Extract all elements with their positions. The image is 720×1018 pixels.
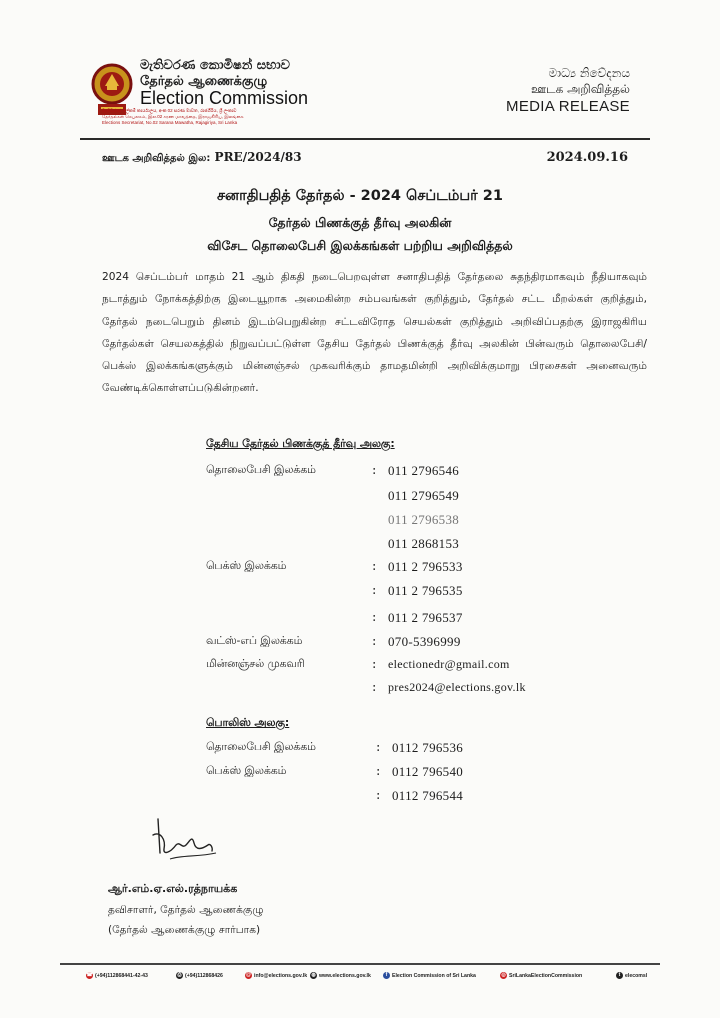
release-date: 2024.09.16 xyxy=(546,150,628,165)
police-fax-label: பெக்ஸ் இலக்கம் xyxy=(206,764,287,777)
phone-icon: ☎ xyxy=(86,972,93,978)
national-phone-3: 011 2796538 xyxy=(388,512,460,527)
footer-twitter[interactable] xyxy=(616,972,647,979)
colon: : xyxy=(372,583,377,598)
org-name-sinhala: මැතිවරණ කොමිෂන් සභාව xyxy=(140,58,290,73)
twitter-icon: t xyxy=(616,972,623,979)
title-notice: விசேட தொலைபேசி இலக்கங்கள் பற்றிய அறிவித்தல் xyxy=(207,238,513,253)
signatory-title: தவிசாளர், தேர்தல் ஆணைக்குழு xyxy=(108,904,264,916)
footer-web[interactable] xyxy=(310,972,371,979)
footer-facebook[interactable] xyxy=(383,972,476,979)
footer-fax-text: (+94)112868426 xyxy=(185,972,223,979)
national-unit-heading: தேசிய தேர்தல் பிணக்குத் தீர்வு அலகு: xyxy=(206,437,395,450)
colon: : xyxy=(376,788,381,803)
footer-divider xyxy=(60,963,660,965)
colon: : xyxy=(372,610,377,625)
email-1: electionedr@gmail.com xyxy=(388,657,510,671)
whatsapp-number: 070-5396999 xyxy=(388,634,461,649)
media-release-english: MEDIA RELEASE xyxy=(506,98,630,115)
header-divider xyxy=(80,138,650,140)
police-number-1: 0112 796536 xyxy=(392,740,464,755)
footer-email[interactable] xyxy=(245,972,307,979)
national-phone-label: தொலைபேசி இலக்கம் xyxy=(206,463,316,476)
national-phone-1: 011 2796546 xyxy=(388,463,460,478)
title-unit: தேர்தல் பிணக்குத் தீர்வு அலகின் xyxy=(268,215,452,230)
whatsapp-label: வட்ஸ்-எப் இலக்கம் xyxy=(206,634,303,647)
reference-label: ஊடக அறிவித்தல் இல: xyxy=(102,153,211,164)
national-fax-2: 011 2 796535 xyxy=(388,583,463,598)
police-number-2: 0112 796540 xyxy=(392,764,464,779)
reference-number: PRE/2024/83 xyxy=(214,150,302,164)
address-tamil: தேர்தல்கள் செயலகம், இல.02 சரண மாவத்தை, இராஜகிரிய, இலங்கை xyxy=(102,114,244,119)
national-phone-2: 011 2796549 xyxy=(388,488,460,503)
police-number-3: 0112 796544 xyxy=(392,788,464,803)
footer-email-text[interactable]: info@elections.gov.lk xyxy=(254,972,308,979)
colon: : xyxy=(372,680,377,695)
email-2: pres2024@elections.gov.lk xyxy=(388,680,526,694)
colon: : xyxy=(376,740,381,755)
colon: : xyxy=(372,559,377,574)
org-name-english: Election Commission xyxy=(140,88,309,108)
media-release-tamil: ஊடக அறிவித்தல் xyxy=(530,82,630,96)
national-fax-label: பெக்ஸ் இலக்கம் xyxy=(206,559,287,572)
address-sinhala: මැතිවරණ ලේකම් කාර්යාලය, අංක 02 සරණ මාවත, රාජගිරිය, ශ්‍රී ලංකාව xyxy=(102,108,237,113)
fax-icon: ⎙ xyxy=(177,972,182,978)
reference-line xyxy=(102,150,302,165)
national-fax-3: 011 2 796537 xyxy=(388,610,463,625)
media-release-sinhala: මාධ්‍ය නිවේදනය xyxy=(548,66,630,80)
police-phone-label: தொலைபேசி இலக்கம் xyxy=(206,740,316,753)
footer-instagram[interactable] xyxy=(500,972,582,979)
footer-facebook-text[interactable]: Election Commission of Sri Lanka xyxy=(392,972,476,979)
national-fax-1: 011 2 796533 xyxy=(388,559,463,574)
national-phone-4: 011 2868153 xyxy=(388,536,460,551)
handwritten-signature xyxy=(150,815,220,865)
footer-phone xyxy=(86,972,148,979)
facebook-icon: f xyxy=(383,972,390,979)
globe-icon: ◍ xyxy=(311,972,316,978)
colon: : xyxy=(372,657,377,672)
footer-twitter-text[interactable]: elecomsl xyxy=(625,972,648,979)
address-english: Elections Secretariat, No.02 Sarana Mawatha, Rajagiriya, Sri Lanka xyxy=(102,120,238,125)
signatory-on-behalf: (தேர்தல் ஆணைக்குழு சார்பாக) xyxy=(108,924,261,936)
signatory-name: ஆர்.எம்.ஏ.எல்.ரத்நாயக்க xyxy=(108,882,238,895)
colon: : xyxy=(376,764,381,779)
colon: : xyxy=(372,634,377,649)
footer-web-text[interactable]: www.elections.gov.lk xyxy=(319,972,371,979)
footer-phone-text: (+94)112868441-42-43 xyxy=(95,972,148,979)
title-election: சனாதிபதித் தேர்தல் - 2024 செப்டம்பர் 21 xyxy=(217,188,503,204)
footer-fax xyxy=(176,972,223,979)
police-unit-heading: பொலிஸ் அலகு: xyxy=(206,716,290,729)
org-name-tamil: தேர்தல் ஆணைக்குழு xyxy=(140,74,268,89)
instagram-icon: ◎ xyxy=(501,972,506,978)
body-paragraph: 2024 செப்டம்பர் மாதம் 21 ஆம் திகதி நடைபெறவுள்ள சனாதிபதித் தேர்தலை சுதந்திரமாகவும் நீதியாகவும் நடாத்தும் நோக்கத்திற்கு இடையூறாக அமைகின்ற சம்பவங்கள் குறித்தும், தேர்தல் சட்ட மீறல்கள் குறித்தும், தேர்தல் நடைபெறும் தினம் இடம்பெறுகின்ற சட்டவிரோத செயல்கள் குறித்தும் அறிவிப்பதற்கு இராஜகிரிய தேர்தல்கள் செயலகத்தில் நிறுவப்பட்டுள்ள தேசிய தேர்தல் பிணக்குத் தீர்வு அலகின் பின்வரும் தொலைபேசி/பெக்ஸ் இலக்கங்களுக்கும் மின்னஞ்சல் முகவரிக்கும் தாமதமின்றி அறிவிக்குமாறு பிரசைகள் அனைவரும் வேண்டிக்கொள்ளப்படுகின்றனர். xyxy=(102,271,647,395)
email-label: மின்னஞ்சல் முகவரி xyxy=(206,657,305,670)
footer-instagram-text[interactable]: SriLankaElectionCommission xyxy=(509,972,583,979)
email-icon: @ xyxy=(246,972,251,978)
colon: : xyxy=(372,463,377,478)
